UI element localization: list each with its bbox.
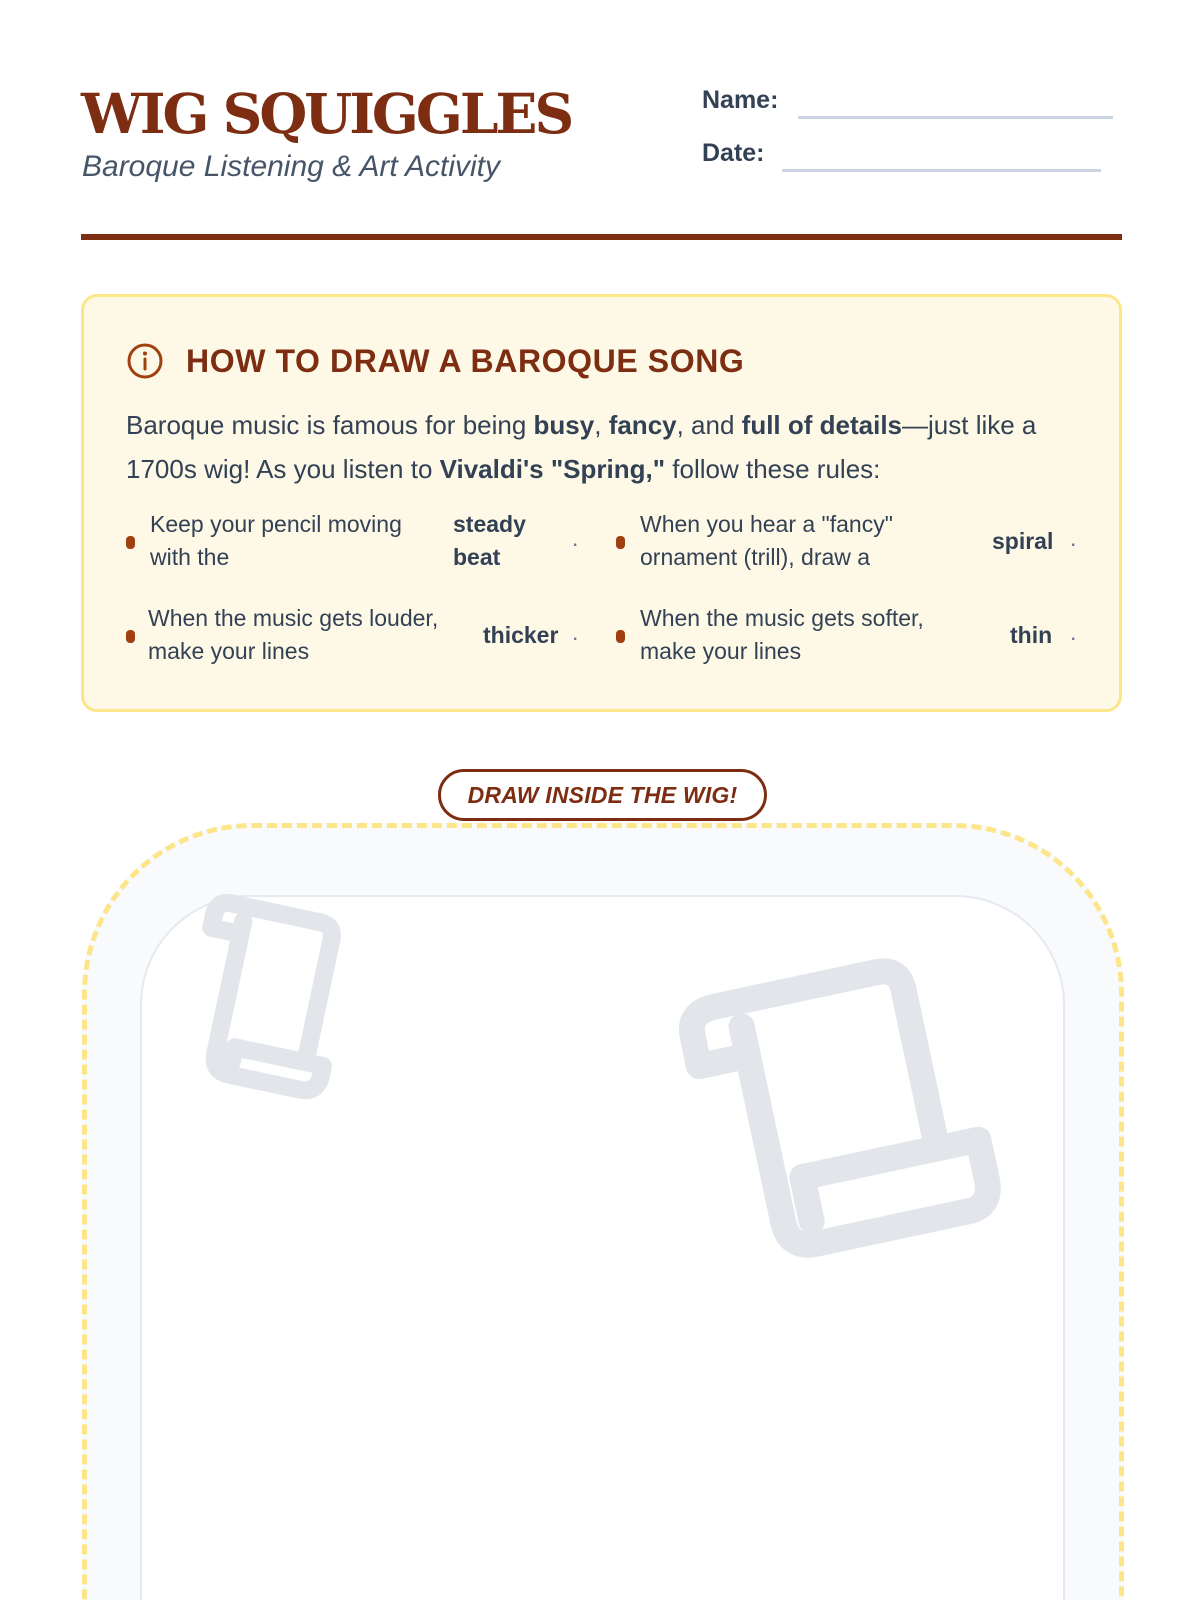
intro-text: Baroque music is famous for being — [126, 410, 534, 440]
rule-item-spiral — [616, 505, 1076, 577]
date-write-line[interactable] — [782, 169, 1101, 172]
rule-keyword: thicker — [483, 622, 559, 648]
rule-period: . — [1070, 619, 1077, 645]
bullet — [616, 630, 625, 643]
rule-period: . — [572, 525, 579, 551]
page-subtitle: Baroque Listening & Art Activity — [82, 150, 500, 183]
rule-keyword: spiral — [992, 528, 1054, 554]
rule-keyword: steady beat — [453, 511, 526, 570]
rule-period: . — [1070, 525, 1077, 551]
instructions-title: HOW TO DRAW A BAROQUE SONG — [186, 343, 745, 379]
intro-keyword: full of details — [741, 410, 903, 440]
rule-item-thicker — [126, 599, 581, 671]
rule-text: When the music gets louder, make your lines — [148, 605, 439, 664]
intro-text: , — [594, 410, 609, 440]
rule-item-steady-beat — [126, 505, 581, 577]
rule-text: When the music gets softer, make your lines — [640, 605, 924, 664]
instructions-box — [81, 294, 1122, 712]
intro-keyword: fancy — [608, 410, 677, 440]
date-label: Date: — [702, 139, 765, 167]
draw-inside-label: DRAW INSIDE THE WIG! — [438, 769, 767, 821]
intro-text: follow these rules: — [665, 454, 881, 484]
intro-song-title: Vivaldi's "Spring," — [439, 454, 666, 484]
bullet — [126, 630, 135, 643]
bullet — [616, 536, 625, 549]
intro-text: , and — [676, 410, 742, 440]
header — [81, 80, 1121, 240]
intro-text: —just like a 1700s wig! As you listen to — [126, 410, 1037, 484]
page-title: WIG SQUIGGLES — [81, 81, 572, 146]
instructions-intro — [126, 403, 1086, 491]
intro-keyword: busy — [533, 410, 595, 440]
info-icon — [126, 342, 164, 380]
name-label: Name: — [702, 86, 779, 114]
rule-text: Keep your pencil moving with the — [150, 511, 402, 570]
rule-keyword: thin — [1010, 622, 1053, 648]
scroll-icon — [168, 892, 358, 1102]
name-write-line[interactable] — [798, 116, 1113, 119]
header-divider — [81, 234, 1122, 240]
rule-period: . — [572, 619, 579, 645]
rule-item-thin — [616, 599, 1076, 671]
bullet — [126, 536, 135, 549]
rule-text: When you hear a "fancy" ornament (trill), draw a — [640, 511, 893, 570]
scroll-icon — [650, 960, 1010, 1270]
